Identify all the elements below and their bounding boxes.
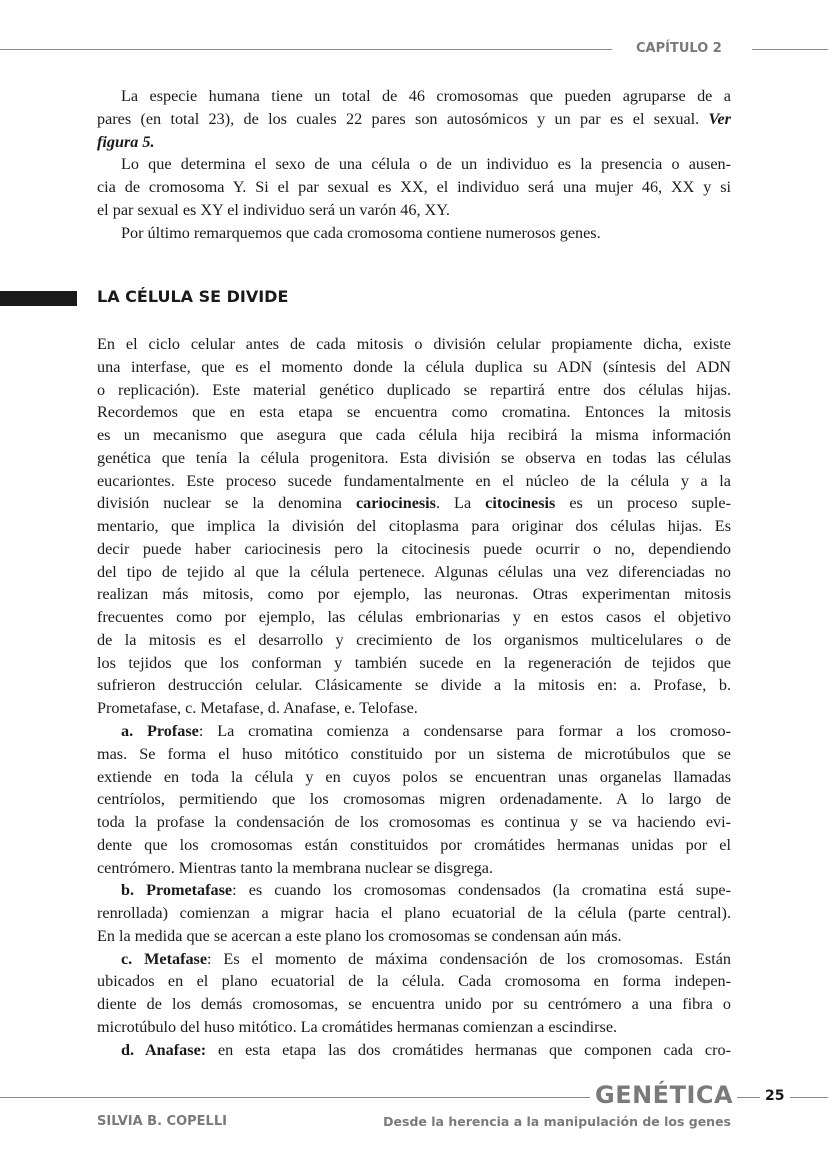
text-run: Lo que determina el sexo de una célula o de un individuo es la presencia o ausen- bbox=[121, 155, 731, 174]
text-run: ubicados en el plano ecuatorial de la célula. Cada cromosoma en forma indepen- bbox=[97, 972, 731, 991]
text-run: o replicación). Este material genético duplicado se repartirá entre dos células hijas. bbox=[97, 380, 731, 399]
text-line bbox=[97, 401, 731, 424]
text-run: centrómero. Mientras tanto la membrana nuclear se disgrega. bbox=[97, 858, 493, 877]
text-run: mentario, que implica la división del citoplasma para originar dos células hijas. Es bbox=[97, 517, 731, 536]
text-line bbox=[97, 515, 731, 538]
footer-rule-left bbox=[0, 1097, 590, 1098]
text-run: del tipo de tejido al que la célula pertenece. Algunas células una vez diferenciadas no bbox=[97, 562, 731, 581]
text-line bbox=[97, 492, 731, 515]
text-run: centríolos, permitiendo que los cromosomas migren ordenadamente. A lo largo de bbox=[97, 790, 731, 809]
bold-term: figura 5. bbox=[97, 132, 155, 151]
text-line bbox=[97, 356, 731, 379]
text-run: realizan más mitosis, como por ejemplo, las neuronas. Otras experimentan mitosis bbox=[97, 585, 731, 604]
text-run: el par sexual es XY el individuo será un varón 46, XY. bbox=[97, 200, 450, 219]
text-run: mas. Se forma el huso mitótico constituido por un sistema de microtúbulos que se bbox=[97, 744, 731, 763]
text-line bbox=[97, 811, 731, 834]
page-number: 25 bbox=[765, 1088, 785, 1104]
bold-term: c. Metafase bbox=[121, 949, 208, 968]
text-line bbox=[97, 583, 731, 606]
text-run: : Es el momento de máxima condensación de los cromosomas. Están bbox=[207, 949, 731, 968]
text-run: renrollada) comienzan a migrar hacia el plano ecuatorial de la célula (parte central). bbox=[97, 904, 731, 923]
text-run: Por último remarquemos que cada cromosoma contiene numerosos genes. bbox=[121, 223, 601, 242]
text-line bbox=[97, 857, 731, 880]
text-line bbox=[97, 1016, 731, 1039]
text-line bbox=[97, 629, 731, 652]
text-run: En el ciclo celular antes de cada mitosis o división celular propiamente dicha, existe bbox=[97, 335, 731, 353]
text-line bbox=[97, 606, 731, 629]
text-run: : La cromatina comienza a condensarse para formar a los cromoso- bbox=[198, 722, 732, 741]
text-run: decir puede haber cariocinesis pero la citocinesis puede ocurrir o no, dependiendo bbox=[97, 539, 731, 558]
text-run: dente que los cromosomas están constituidos por cromátides hermanas unidas por el bbox=[97, 835, 731, 854]
text-run: genética que tenía la célula progenitora. Esta división se observa en todas las células bbox=[97, 448, 731, 467]
text-line bbox=[97, 652, 731, 675]
text-run: toda la profase la condensación de los cromosomas es continua y se va haciendo evi- bbox=[97, 813, 731, 832]
text-run: extiende en toda la célula y en cuyos polos se encuentran unas organelas llamadas bbox=[97, 767, 731, 786]
header-rule-right bbox=[752, 49, 828, 50]
text-line bbox=[97, 1039, 731, 1062]
text-line bbox=[97, 108, 731, 131]
text-run: : es cuando los cromosomas condensados (la cromatina está supe- bbox=[232, 881, 731, 900]
text-line bbox=[97, 834, 731, 857]
text-run: en esta etapa las dos cromátides hermanas que componen cada cro- bbox=[206, 1040, 731, 1059]
text-line bbox=[97, 176, 731, 199]
text-line bbox=[97, 925, 731, 948]
text-line bbox=[97, 902, 731, 925]
text-line bbox=[97, 993, 731, 1016]
text-run: división nuclear se la denomina bbox=[97, 494, 356, 513]
bold-term: cariocinesis bbox=[355, 494, 436, 513]
book-subtitle: Desde la herencia a la manipulación de los genes bbox=[383, 1114, 731, 1129]
text-line bbox=[97, 697, 731, 720]
book-title: GENÉTICA bbox=[595, 1081, 734, 1109]
text-run: eucariontes. Este proceso sucede fundamentalmente en el núcleo de la célula y a la bbox=[97, 471, 731, 490]
text-run: cia de cromosoma Y. Si el par sexual es XX, el individuo será una mujer 46, XX y si bbox=[97, 178, 731, 197]
text-run: es un proceso suple- bbox=[555, 494, 732, 513]
text-line bbox=[97, 131, 731, 154]
footer-rule-mid bbox=[737, 1097, 760, 1098]
text-run: los tejidos que los conforman y también sucede en la regeneración de tejidos que bbox=[97, 653, 731, 672]
body-text bbox=[97, 333, 731, 1062]
header-rule-left bbox=[0, 49, 612, 50]
text-line bbox=[97, 766, 731, 789]
section-marker-bar bbox=[0, 291, 77, 306]
text-line bbox=[97, 720, 731, 743]
text-line bbox=[97, 222, 731, 245]
text-run: sufrieron destrucción celular. Clásicamente se divide a la mitosis en: a. Profase, b. bbox=[97, 676, 731, 695]
text-run: Prometafase, c. Metafase, d. Anafase, e. Telofase. bbox=[97, 699, 418, 718]
section-title: LA CÉLULA SE DIVIDE bbox=[97, 287, 289, 306]
text-run: diente de los demás cromosomas, se encuentra unido por su centrómero a una fibra o bbox=[97, 995, 731, 1014]
text-line bbox=[97, 561, 731, 584]
text-run: La especie humana tiene un total de 46 cromosomas que pueden agruparse de a bbox=[121, 87, 731, 105]
footer-rule-right bbox=[790, 1097, 828, 1098]
text-line bbox=[97, 879, 731, 902]
chapter-label: CAPÍTULO 2 bbox=[636, 41, 722, 56]
text-line bbox=[97, 447, 731, 470]
text-line bbox=[97, 85, 731, 108]
text-run: microtúbulo del huso mitótico. La cromátides hermanas comienzan a escindirse. bbox=[97, 1017, 618, 1036]
text-run: una interfase, que es el momento donde la célula duplica su ADN (síntesis del ADN bbox=[97, 357, 731, 376]
text-line bbox=[97, 970, 731, 993]
text-run: Recordemos que en esta etapa se encuentra como cromatina. Entonces la mitosis bbox=[97, 403, 731, 422]
text-run: . La bbox=[435, 494, 486, 513]
text-line bbox=[97, 379, 731, 402]
text-line bbox=[97, 424, 731, 447]
intro-text bbox=[97, 85, 731, 244]
text-line bbox=[97, 199, 731, 222]
text-line bbox=[97, 743, 731, 766]
text-run: es un mecanismo que asegura que cada célula hija recibirá la misma información bbox=[97, 426, 731, 445]
text-line bbox=[97, 153, 731, 176]
text-line bbox=[97, 538, 731, 561]
text-run: frecuentes como por ejemplo, las células embrionarias y en estos casos el objetivo bbox=[97, 608, 731, 627]
bold-term: a. Profase bbox=[121, 722, 199, 741]
text-run: En la medida que se acercan a este plano los cromosomas se condensan aún más. bbox=[97, 926, 622, 945]
bold-term: citocinesis bbox=[485, 494, 556, 513]
text-run: pares (en total 23), de los cuales 22 pares son autosómicos y un par es el sexual. bbox=[97, 109, 709, 128]
text-line bbox=[97, 470, 731, 493]
text-line bbox=[97, 333, 731, 356]
text-line bbox=[97, 788, 731, 811]
text-run: de la mitosis es el desarrollo y crecimiento de los organismos multicelulares o de bbox=[97, 630, 731, 649]
text-line bbox=[97, 674, 731, 697]
bold-term: Ver bbox=[708, 109, 731, 128]
bold-term: b. Prometafase bbox=[121, 881, 233, 900]
text-line bbox=[97, 948, 731, 971]
author-name: SILVIA B. COPELLI bbox=[97, 1114, 227, 1129]
bold-term: d. Anafase: bbox=[121, 1040, 207, 1059]
